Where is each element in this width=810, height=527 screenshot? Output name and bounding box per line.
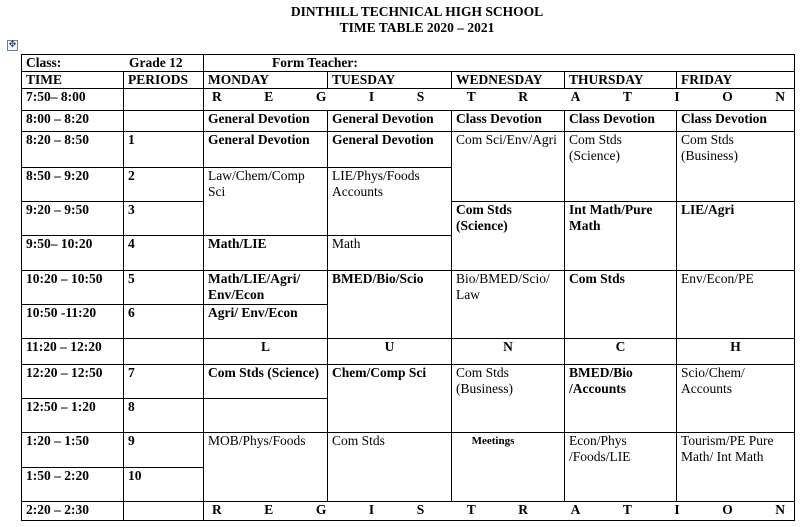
table-move-handle-icon[interactable]: ✥ bbox=[8, 40, 17, 50]
timetable bbox=[21, 54, 795, 521]
period-cell: 8 bbox=[124, 399, 204, 433]
wednesday-cell: Com Sci/Env/Agri bbox=[452, 132, 565, 202]
period-cell: 4 bbox=[124, 236, 204, 271]
col-header-tuesday: TUESDAY bbox=[328, 72, 452, 89]
time-cell: 2:20 – 2:30 bbox=[22, 502, 124, 521]
period-cell bbox=[124, 339, 204, 365]
thursday-cell: Class Devotion bbox=[565, 111, 677, 132]
timetable-subtitle: TIME TABLE 2020 – 2021 bbox=[339, 20, 495, 35]
letter: R bbox=[518, 89, 529, 104]
letter: R bbox=[212, 89, 222, 104]
letter: R bbox=[212, 502, 222, 517]
period-cell: 5 bbox=[124, 271, 204, 305]
monday-cell: Math/LIE/Agri/ Env/Econ bbox=[204, 271, 328, 305]
tuesday-cell: Com Stds bbox=[328, 433, 452, 502]
lunch-letter-cell: U bbox=[328, 339, 452, 365]
tuesday-cell: Math bbox=[328, 236, 452, 271]
meetings-label: Meetings bbox=[471, 435, 515, 447]
table-row bbox=[22, 89, 795, 111]
time-cell: 10:50 -11:20 bbox=[22, 305, 124, 339]
letter: T bbox=[466, 89, 476, 104]
monday-cell: Com Stds (Science) bbox=[204, 365, 328, 399]
table-row bbox=[22, 502, 795, 521]
tuesday-cell: General Devotion bbox=[328, 132, 452, 168]
letter: E bbox=[264, 89, 274, 104]
letter: I bbox=[368, 502, 375, 517]
registration-banner bbox=[212, 89, 785, 105]
letter: S bbox=[416, 502, 425, 517]
letter: T bbox=[622, 502, 632, 517]
monday-cell: Agri/ Env/Econ bbox=[204, 305, 328, 339]
tuesday-cell: General Devotion bbox=[328, 111, 452, 132]
monday-cell: General Devotion bbox=[204, 132, 328, 168]
col-header-periods: PERIODS bbox=[124, 72, 204, 89]
friday-cell: Tourism/PE Pure Math/ Int Math bbox=[677, 433, 795, 502]
wednesday-cell: Com Stds (Business) bbox=[452, 365, 565, 433]
letter: S bbox=[416, 89, 425, 104]
class-cell bbox=[22, 55, 204, 72]
monday-cell bbox=[204, 399, 328, 433]
col-header-time: TIME bbox=[22, 72, 124, 89]
period-cell bbox=[124, 111, 204, 132]
lunch-letter-cell: H bbox=[677, 339, 795, 365]
letter: E bbox=[264, 502, 274, 517]
letter: I bbox=[674, 502, 680, 517]
period-cell bbox=[124, 502, 204, 521]
wednesday-cell: Bio/BMED/Scio/ Law bbox=[452, 271, 565, 339]
registration-cell bbox=[204, 502, 795, 521]
period-cell: 3 bbox=[124, 202, 204, 236]
letter: I bbox=[674, 89, 680, 104]
friday-cell: Com Stds (Business) bbox=[677, 132, 795, 202]
time-cell: 11:20 – 12:20 bbox=[22, 339, 124, 365]
lunch-letter-cell: N bbox=[452, 339, 565, 365]
period-cell: 6 bbox=[124, 305, 204, 339]
letter: O bbox=[722, 502, 733, 517]
time-cell: 12:50 – 1:20 bbox=[22, 399, 124, 433]
letter: R bbox=[518, 502, 529, 517]
letter: A bbox=[570, 502, 581, 517]
time-cell: 12:20 – 12:50 bbox=[22, 365, 124, 399]
col-header-monday: MONDAY bbox=[204, 72, 328, 89]
registration-banner bbox=[212, 502, 785, 518]
col-header-friday: FRIDAY bbox=[677, 72, 795, 89]
friday-cell: Class Devotion bbox=[677, 111, 795, 132]
letter: N bbox=[775, 89, 785, 104]
time-cell: 9:50– 10:20 bbox=[22, 236, 124, 271]
monday-cell: MOB/Phys/Foods bbox=[204, 433, 328, 502]
monday-cell: Math/LIE bbox=[204, 236, 328, 271]
time-cell: 1:50 – 2:20 bbox=[22, 468, 124, 502]
col-header-wednesday: WEDNESDAY bbox=[452, 72, 565, 89]
letter: N bbox=[775, 502, 785, 517]
thursday-cell: Econ/Phys /Foods/LIE bbox=[565, 433, 677, 502]
period-cell: 7 bbox=[124, 365, 204, 399]
col-header-thursday: THURSDAY bbox=[565, 72, 677, 89]
table-row bbox=[22, 433, 795, 468]
thursday-cell: Com Stds bbox=[565, 271, 677, 339]
table-row bbox=[22, 271, 795, 305]
period-cell: 2 bbox=[124, 168, 204, 202]
monday-cell: Law/Chem/Comp Sci bbox=[204, 168, 328, 236]
time-cell: 7:50– 8:00 bbox=[22, 89, 124, 111]
table-row bbox=[22, 339, 795, 365]
period-cell: 9 bbox=[124, 433, 204, 468]
period-cell: 10 bbox=[124, 468, 204, 502]
tuesday-cell: Chem/Comp Sci bbox=[328, 365, 452, 433]
letter: O bbox=[722, 89, 733, 104]
lunch-letter-cell: L bbox=[204, 339, 328, 365]
registration-cell bbox=[204, 89, 795, 111]
thursday-cell: Com Stds (Science) bbox=[565, 132, 677, 202]
letter: G bbox=[315, 89, 327, 104]
time-cell: 8:00 – 8:20 bbox=[22, 111, 124, 132]
wednesday-cell: Class Devotion bbox=[452, 111, 565, 132]
time-cell: 1:20 – 1:50 bbox=[22, 433, 124, 468]
grade-value: Grade 12 bbox=[129, 55, 183, 70]
table-row bbox=[22, 111, 795, 132]
thursday-cell: Int Math/Pure Math bbox=[565, 202, 677, 271]
thursday-cell: BMED/Bio /Accounts bbox=[565, 365, 677, 433]
letter: I bbox=[368, 89, 375, 104]
header-row bbox=[22, 72, 795, 89]
time-cell: 9:20 – 9:50 bbox=[22, 202, 124, 236]
period-cell: 1 bbox=[124, 132, 204, 168]
tuesday-cell: BMED/Bio/Scio bbox=[328, 271, 452, 339]
tuesday-cell: LIE/Phys/Foods Accounts bbox=[328, 168, 452, 236]
lunch-letter-cell: C bbox=[565, 339, 677, 365]
table-row bbox=[22, 132, 795, 168]
monday-cell: General Devotion bbox=[204, 111, 328, 132]
letter: T bbox=[622, 89, 632, 104]
period-cell bbox=[124, 89, 204, 111]
class-label: Class: bbox=[26, 55, 62, 70]
letter: A bbox=[570, 89, 581, 104]
friday-cell: LIE/Agri bbox=[677, 202, 795, 271]
friday-cell: Env/Econ/PE bbox=[677, 271, 795, 339]
time-cell: 8:20 – 8:50 bbox=[22, 132, 124, 168]
school-title: DINTHILL TECHNICAL HIGH SCHOOL bbox=[290, 4, 544, 19]
letter: T bbox=[466, 502, 476, 517]
info-row bbox=[22, 55, 795, 72]
wednesday-cell bbox=[452, 433, 565, 502]
form-teacher-cell bbox=[204, 55, 795, 72]
wednesday-cell: Com Stds (Science) bbox=[452, 202, 565, 271]
form-teacher-label: Form Teacher: bbox=[272, 55, 358, 70]
time-cell: 10:20 – 10:50 bbox=[22, 271, 124, 305]
table-row bbox=[22, 365, 795, 399]
friday-cell: Scio/Chem/ Accounts bbox=[677, 365, 795, 433]
letter: G bbox=[315, 502, 327, 517]
time-cell: 8:50 – 9:20 bbox=[22, 168, 124, 202]
